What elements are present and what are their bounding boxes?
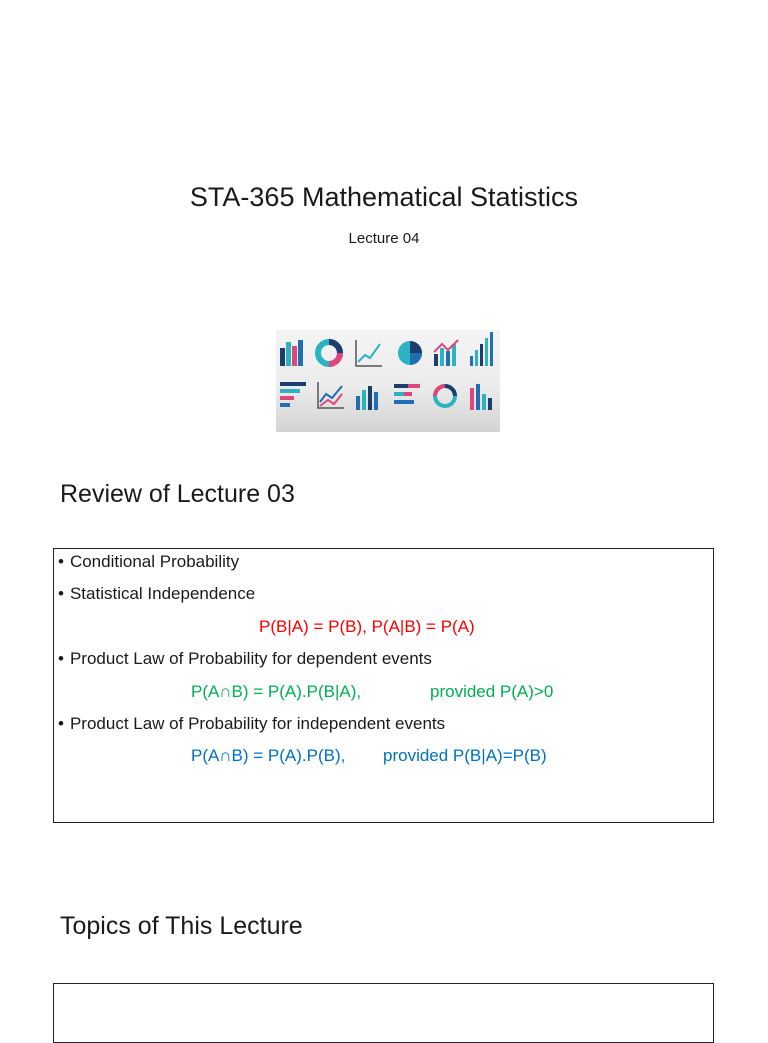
bullet-conditional-probability: • Conditional Probability xyxy=(58,552,239,572)
bar-chart-icon xyxy=(280,340,303,366)
donut-chart-icon xyxy=(318,342,340,364)
formula-dependent-condition: provided P(A)>0 xyxy=(430,682,554,701)
column-chart-icon xyxy=(470,332,493,366)
chart-icons-image xyxy=(276,330,500,432)
formula-independence: P(B|A) = P(B), P(A|B) = P(A) xyxy=(259,617,475,636)
review-box xyxy=(53,548,714,823)
bar-group-icon xyxy=(356,386,378,410)
topics-box xyxy=(53,983,714,1043)
striped-column-icon xyxy=(470,384,492,410)
formula-independent-condition: provided P(B|A)=P(B) xyxy=(383,746,547,765)
bullet-product-law-independent: • Product Law of Probability for independent events xyxy=(58,714,445,734)
stacked-bar-icon xyxy=(394,384,420,404)
topics-heading: Topics of This Lecture xyxy=(60,912,303,940)
formula-dependent: P(A∩B) = P(A).P(B|A), xyxy=(191,682,362,701)
combo-chart-icon xyxy=(434,340,458,366)
formula-independent: P(A∩B) = P(A).P(B), xyxy=(191,746,346,765)
multi-line-icon xyxy=(318,382,344,408)
horizontal-bar-icon xyxy=(280,382,306,407)
bullet-product-law-dependent: • Product Law of Probability for dependent events xyxy=(58,649,432,669)
bullet-statistical-independence: • Statistical Independence xyxy=(58,584,255,604)
ring-chart-icon xyxy=(435,386,455,406)
line-chart-icon xyxy=(356,340,382,366)
review-heading: Review of Lecture 03 xyxy=(60,480,295,508)
page-subtitle: Lecture 04 xyxy=(348,230,420,247)
page-title: STA-365 Mathematical Statistics xyxy=(189,182,579,212)
pie-chart-icon xyxy=(398,341,422,365)
